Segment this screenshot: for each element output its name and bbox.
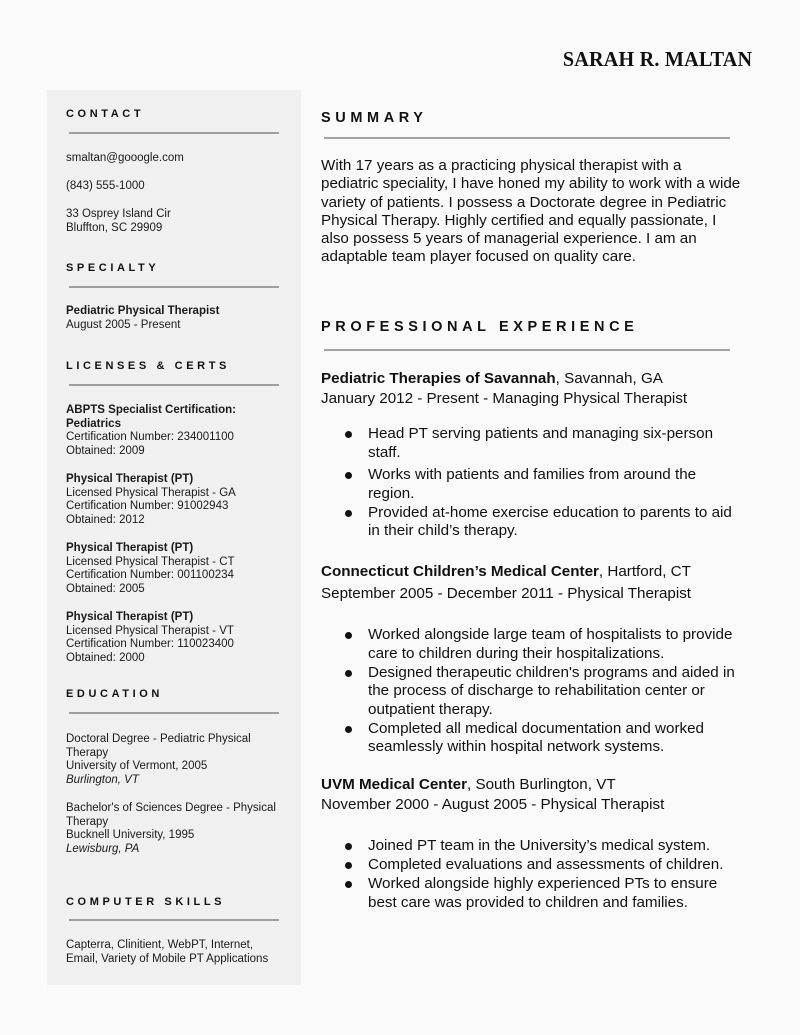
company-location: , South Burlington, VT — [467, 776, 616, 793]
school-location: Burlington, VT — [66, 773, 139, 786]
bullet-text: Joined PT team in the University’s medical system. — [368, 837, 711, 854]
bullet-text: Worked alongside highly experienced PTs to ensure best care was provided to children and families. — [368, 875, 718, 911]
license-obtained: Obtained: 2012 — [66, 513, 145, 526]
bullet-item — [321, 504, 741, 541]
contact-phone: (843) 555-1000 — [66, 180, 145, 192]
section-divider — [69, 132, 279, 134]
bullet-item — [321, 875, 741, 912]
degree: Bachelor's of Sciences Degree - Physical — [66, 802, 276, 814]
bullet-icon — [345, 843, 352, 850]
license-obtained: Obtained: 2000 — [66, 651, 145, 664]
bullet-item — [321, 720, 741, 757]
summary-heading: SUMMARY — [321, 110, 428, 126]
sidebar — [47, 90, 301, 985]
license-title: Physical Therapist (PT) — [66, 542, 194, 554]
bullet-item — [321, 466, 741, 503]
company-name: Connecticut Children’s Medical Center — [321, 563, 599, 580]
bullet-icon — [345, 510, 352, 517]
school-location: Lewisburg, PA — [66, 842, 140, 855]
section-divider — [69, 712, 279, 714]
bullet-item — [321, 856, 741, 875]
specialty-title: Pediatric Physical Therapist — [66, 305, 220, 317]
license-state: Licensed Physical Therapist - CT — [66, 555, 235, 568]
section-divider — [69, 919, 279, 921]
bullet-text: Worked alongside large team of hospitalists to provide care to children during their hospitalizations. — [368, 626, 733, 662]
section-divider — [69, 286, 279, 288]
specialty-heading: SPECIALTY — [66, 262, 160, 274]
company-name: UVM Medical Center — [321, 776, 468, 793]
job-bullets — [321, 626, 741, 757]
address-line-2: Bluffton, SC 29909 — [66, 221, 163, 234]
job-dates-role: January 2012 - Present - Managing Physical Therapist — [321, 389, 688, 407]
degree: Doctoral Degree - Pediatric Physical — [66, 733, 251, 745]
bullet-text: Designed therapeutic children's programs and aided in the process of discharge to rehabilitation center or outpatient therapy. — [368, 663, 735, 718]
company-location: , Savannah, GA — [555, 370, 663, 387]
experience-heading: PROFESSIONAL EXPERIENCE — [321, 319, 639, 335]
address-line-1: 33 Osprey Island Cir — [66, 208, 171, 220]
skills-heading: COMPUTER SKILLS — [66, 896, 226, 908]
school: Bucknell University, 1995 — [66, 829, 195, 842]
license-item — [66, 611, 291, 665]
license-title: Physical Therapist (PT) — [66, 611, 194, 623]
job-entry — [321, 369, 741, 408]
job-bullets — [321, 837, 741, 913]
degree-cont: Therapy — [66, 746, 109, 759]
bullet-icon — [345, 472, 352, 479]
bullet-item — [321, 664, 741, 720]
license-number: Certification Number: 110023400 — [66, 638, 234, 651]
job-bullets — [321, 425, 741, 541]
bullet-item — [321, 626, 741, 663]
bullet-icon — [345, 670, 352, 677]
license-state: Licensed Physical Therapist - GA — [66, 486, 236, 499]
contact-heading: CONTACT — [66, 108, 145, 120]
section-divider — [324, 349, 730, 351]
license-obtained: Obtained: 2005 — [66, 582, 145, 595]
license-state: Licensed Physical Therapist - VT — [66, 624, 234, 637]
education-heading: EDUCATION — [66, 688, 163, 700]
skills-line-1: Capterra, Clinitient, WebPT, Internet, — [66, 939, 254, 951]
license-number: Certification Number: 234001100 — [66, 431, 234, 444]
license-title: ABPTS Specialist Certification: — [66, 404, 236, 416]
license-title: Physical Therapist (PT) — [66, 473, 194, 485]
company-name: Pediatric Therapies of Savannah — [321, 370, 556, 387]
bullet-icon — [345, 431, 352, 438]
section-divider — [69, 384, 279, 386]
job-dates-role: November 2000 - August 2005 - Physical Therapist — [321, 795, 665, 813]
licenses-heading: LICENSES & CERTS — [66, 360, 230, 372]
license-number: Certification Number: 91002943 — [66, 500, 229, 513]
company-location: , Hartford, CT — [598, 563, 691, 580]
bullet-icon — [345, 726, 352, 733]
license-item — [66, 542, 291, 596]
section-divider — [324, 137, 730, 139]
bullet-item — [321, 837, 741, 856]
bullet-text: Works with patients and families from around the region. — [368, 466, 697, 502]
job-entry — [321, 562, 741, 603]
degree-cont: Therapy — [66, 815, 109, 828]
candidate-name: SARAH R. MALTAN — [562, 47, 752, 71]
job-dates-role: September 2005 - December 2011 - Physical Therapist — [321, 584, 692, 602]
bullet-item — [321, 425, 741, 462]
job-entry — [321, 775, 741, 814]
skills-text — [66, 939, 291, 966]
license-item — [66, 404, 291, 458]
license-item — [66, 473, 291, 527]
contact-address — [66, 208, 291, 235]
school: University of Vermont, 2005 — [66, 760, 208, 773]
bullet-icon — [345, 862, 352, 869]
bullet-icon — [345, 632, 352, 639]
bullet-text: Completed evaluations and assessments of children. — [368, 856, 724, 873]
education-item — [66, 733, 291, 787]
license-number: Certification Number: 001100234 — [66, 569, 234, 582]
education-item — [66, 802, 291, 856]
summary-text: With 17 years as a practicing physical therapist with a pediatric speciality, I have honed my ability to work with a wide variety of patients. I possess a Doctorate degree in Pediatric Physical Therapy. Highly certified and equally passionate, I also possess 5 years of managerial experience. I am an adaptable team player focused on quality care. — [321, 157, 741, 266]
license-title-cont: Pediatrics — [66, 417, 121, 430]
bullet-text: Head PT serving patients and managing six-person staff. — [368, 425, 714, 461]
specialty-dates: August 2005 - Present — [66, 318, 181, 331]
bullet-text: Completed all medical documentation and worked seamlessly within hospital network systems. — [368, 719, 705, 755]
skills-line-2: Email, Variety of Mobile PT Applications — [66, 952, 269, 965]
bullet-icon — [345, 881, 352, 888]
bullet-text: Provided at-home exercise education to parents to aid in their child’s therapy. — [368, 503, 732, 539]
specialty-block — [66, 305, 291, 332]
license-obtained: Obtained: 2009 — [66, 444, 145, 457]
contact-email: smaltan@gooogle.com — [66, 152, 184, 164]
